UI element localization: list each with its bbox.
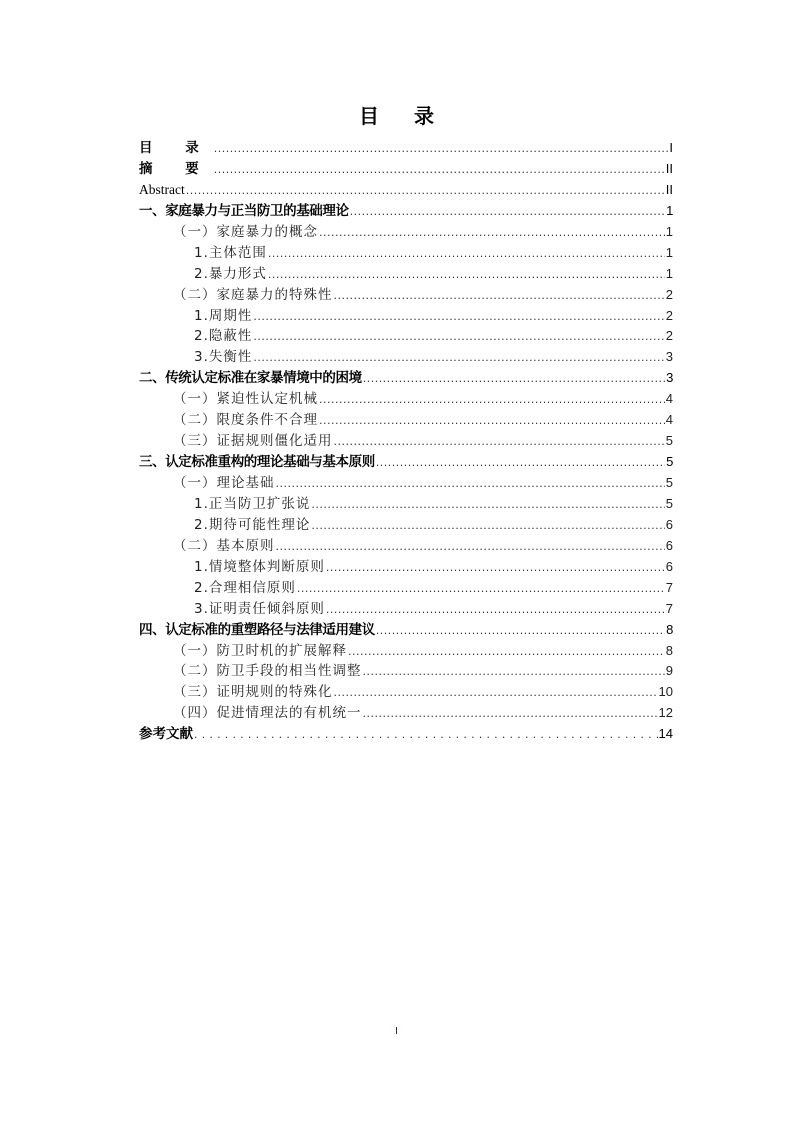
toc-entry-label: 2.期待可能性理论 [194,516,311,533]
toc-entry-subsection[interactable] [139,243,673,264]
toc-entry-page: 2 [665,286,673,302]
toc-dot-leader [319,411,665,432]
toc-entry-chapter-4[interactable] [139,620,673,641]
toc-entry-label: 2.合理相信原则 [194,579,296,596]
toc-dot-leader [253,307,664,328]
toc-entry-subsection[interactable] [139,515,673,536]
toc-entry-label: 2.隐蔽性 [194,328,253,345]
toc-entry-chapter-3[interactable] [139,452,673,473]
toc-entry-label: 四、认定标准的重塑路径与法律适用建议 [139,621,375,638]
toc-entry-page: 5 [665,495,673,511]
toc-entry-label: Abstract [139,181,185,197]
toc-entry-label: （一）防卫时机的扩展解释 [173,642,347,659]
toc-entry-label: 1.主体范围 [194,244,267,261]
toc-dot-leader [214,139,669,160]
toc-entry-contents[interactable] [139,138,673,159]
toc-dot-leader [326,600,665,621]
toc-entry-section[interactable] [139,661,673,682]
toc-dot-leader [350,202,666,223]
toc-entry-label: 1.情境整体判断原则 [194,558,325,575]
toc-entry-page: 12 [658,705,673,721]
toc-entry-section[interactable] [139,703,673,724]
toc-dot-leader [319,390,665,411]
toc-entry-label: 三、认定标准重构的理论基础与基本原则 [139,454,375,471]
toc-entry-label: （四）促进情理法的有机统一 [173,705,362,722]
toc-dot-leader [311,516,664,537]
toc-entry-references[interactable] [139,724,673,745]
toc-entry-section[interactable] [139,473,673,494]
toc-entry-page: 3 [666,370,673,386]
page-title: 目 录 [359,104,448,128]
toc-entry-page: 1 [665,265,673,281]
toc-entry-subsection[interactable] [139,306,673,327]
toc-entry-page: 9 [665,663,673,679]
toc-entry-abstract-cn[interactable] [139,159,673,180]
toc-entry-section[interactable] [139,536,673,557]
toc-entry-subsection[interactable] [139,599,673,620]
toc-dot-leader [376,621,665,642]
toc-entry-page: 6 [665,537,673,553]
toc-entry-section[interactable] [139,222,673,243]
toc-entry-page: II [665,181,673,197]
toc-dot-leader [194,725,658,746]
toc-dot-leader [334,432,665,453]
toc-entry-label: 摘 要 [139,160,213,177]
toc-entry-subsection[interactable] [139,347,673,368]
toc-entry-label: 2.暴力形式 [194,265,267,282]
toc-entry-page: 6 [665,558,673,574]
footer-page-number: I [395,1026,398,1037]
toc-entry-label: （一）家庭暴力的概念 [173,223,318,240]
toc-entry-page: I [669,140,673,155]
toc-entry-abstract-en[interactable] [139,180,673,201]
toc-entry-page: 5 [665,433,673,449]
toc-entry-section[interactable] [139,285,673,306]
toc-entry-label: 一、家庭暴力与正当防卫的基础理论 [139,202,349,219]
toc-entry-label: 1.正当防卫扩张说 [194,495,311,512]
toc-entry-label: （三）证明规则的特殊化 [173,684,333,701]
toc-entry-label: （一）紧迫性认定机械 [173,391,318,408]
toc-dot-leader [363,369,665,390]
toc-dot-leader [268,244,665,265]
toc-entry-page: 1 [665,223,673,239]
toc-entry-label: 二、传统认定标准在家暴情境中的困境 [139,370,362,387]
toc-dot-leader [253,348,664,369]
toc-dot-leader [334,683,658,704]
toc-dot-leader [311,495,664,516]
toc-entry-label: （一）理论基础 [173,475,275,491]
toc-dot-leader [376,453,665,474]
toc-dot-leader [276,474,665,495]
toc-entry-page: 10 [658,684,673,700]
toc-entry-page: 8 [665,642,673,658]
toc-dot-leader [297,579,665,600]
toc-entry-page: 2 [665,307,673,323]
toc-entry-subsection[interactable] [139,264,673,285]
toc-entry-label: 1.周期性 [194,307,253,324]
toc-entry-label: 3.证明责任倾斜原则 [194,600,325,617]
toc-entry-label: 参考文献 [139,726,193,743]
toc-entry-subsection[interactable] [139,578,673,599]
toc-entry-section[interactable] [139,410,673,431]
toc-entry-section[interactable] [139,389,673,410]
toc-entry-subsection[interactable] [139,557,673,578]
toc-dot-leader [214,160,665,181]
toc-entry-page: 2 [665,328,673,344]
toc-entry-page: 3 [665,349,673,365]
toc-dot-leader [186,181,665,202]
toc-entry-page: 7 [665,579,673,595]
toc-dot-leader [363,662,665,683]
toc-dot-leader [276,537,665,558]
toc-dot-leader [363,704,658,725]
toc-dot-leader [348,642,665,663]
toc-dot-leader [253,327,664,348]
toc-entry-page: 7 [665,600,673,616]
toc-entry-chapter-2[interactable] [139,368,673,389]
toc-entry-label: 目 录 [139,140,213,156]
toc-dot-leader [319,223,665,244]
toc-entry-page: 5 [665,475,673,490]
toc-entry-page: 14 [658,726,673,742]
toc-entry-page: 8 [666,621,673,637]
toc-entry-subsection[interactable] [139,326,673,347]
table-of-contents [139,138,673,745]
toc-entry-label: （二）防卫手段的相当性调整 [173,663,362,680]
toc-entry-subsection[interactable] [139,494,673,515]
toc-entry-section[interactable] [139,641,673,662]
toc-entry-chapter-1[interactable] [139,201,673,222]
toc-dot-leader [326,558,665,579]
toc-entry-page: 4 [665,391,673,407]
toc-entry-label: （二）基本原则 [173,537,275,554]
toc-entry-label: 3.失衡性 [194,349,253,366]
toc-entry-section[interactable] [139,682,673,703]
toc-entry-page: II [665,160,673,176]
toc-entry-page: 4 [665,412,673,428]
toc-entry-section[interactable] [139,431,673,452]
toc-dot-leader [334,286,665,307]
toc-entry-page: 5 [666,454,673,470]
toc-entry-label: （二）家庭暴力的特殊性 [173,286,333,303]
toc-entry-page: 1 [665,244,673,260]
toc-entry-page: 1 [666,202,673,218]
toc-dot-leader [268,265,665,286]
toc-entry-label: （三）证据规则僵化适用 [173,433,333,450]
toc-entry-label: （二）限度条件不合理 [173,412,318,429]
toc-entry-page: 6 [665,516,673,532]
